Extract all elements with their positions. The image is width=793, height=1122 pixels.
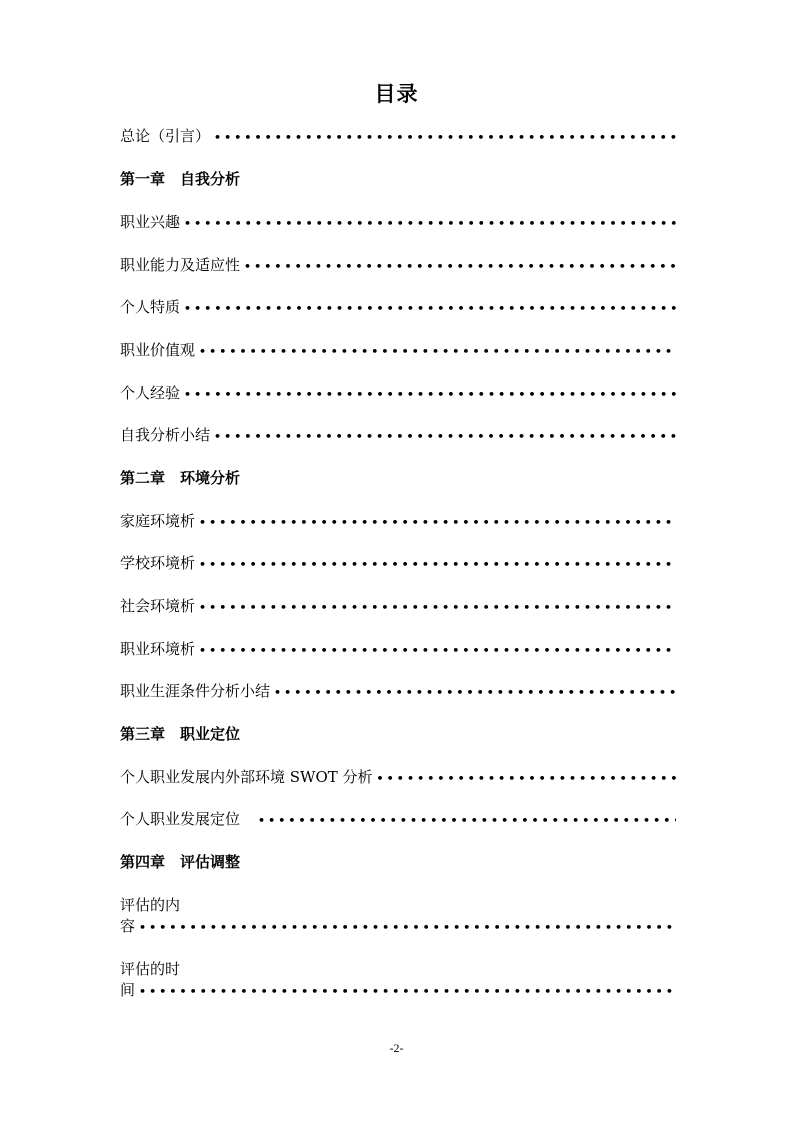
toc-entry-label: 家庭环境析	[120, 512, 196, 530]
dot-leader	[199, 598, 676, 618]
dot-leader	[258, 811, 676, 831]
toc-entry[interactable]	[120, 255, 676, 277]
dot-leader	[274, 683, 676, 703]
toc-entry-label: 总论（引言）	[120, 127, 211, 145]
dot-leader	[184, 214, 676, 234]
chapter-heading-4[interactable]: 第四章 评估调整	[120, 853, 241, 871]
chapter-heading-2[interactable]: 第二章 环境分析	[120, 469, 241, 487]
toc-entry-label-line1: 评估的时	[120, 960, 181, 978]
toc-entry[interactable]	[120, 639, 676, 661]
toc-entry-label: 个人职业发展定位	[120, 810, 241, 828]
toc-entry[interactable]	[120, 767, 676, 789]
toc-entry-label-line1: 评估的内	[120, 896, 181, 914]
toc-entry-label: 职业生涯条件分析小结	[120, 682, 271, 700]
chapter-heading-1[interactable]: 第一章 自我分析	[120, 170, 241, 188]
page-number: -2-	[389, 1041, 404, 1055]
dot-leader	[214, 427, 676, 447]
toc-entry-label: 学校环境析	[120, 554, 196, 572]
toc-entry[interactable]	[120, 959, 676, 1002]
dot-leader	[199, 555, 676, 575]
dot-leader	[199, 342, 676, 362]
toc-entry[interactable]	[120, 212, 676, 234]
toc-entry[interactable]	[120, 809, 676, 831]
dot-leader	[139, 917, 676, 938]
dot-leader	[244, 257, 676, 277]
dot-leader	[184, 385, 676, 405]
toc-entry[interactable]	[120, 596, 676, 618]
toc-entry-label: 职业能力及适应性	[120, 256, 241, 274]
toc-entry-label-line2: 间	[120, 981, 136, 999]
toc-entry[interactable]	[120, 895, 676, 938]
chapter-heading-3[interactable]: 第三章 职业定位	[120, 725, 241, 743]
toc-entry-label: 职业兴趣	[120, 213, 181, 231]
toc-entry-label: 个人特质	[120, 298, 181, 316]
dot-leader	[199, 641, 676, 661]
dot-leader	[184, 299, 676, 319]
toc-entry-label: 职业价值观	[120, 341, 196, 359]
toc-entry[interactable]	[120, 425, 676, 447]
toc-entry-label: 社会环境析	[120, 597, 196, 615]
dot-leader	[139, 981, 676, 1002]
toc-entry[interactable]	[120, 681, 676, 703]
toc-entry-label: 个人职业发展内外部环境 SWOT 分析	[120, 768, 373, 786]
toc-entry[interactable]	[120, 553, 676, 575]
dot-leader	[199, 513, 676, 533]
toc-entry-label: 个人经验	[120, 384, 181, 402]
page-title: 目录	[374, 82, 419, 106]
toc-entry[interactable]	[120, 340, 676, 362]
toc-entry[interactable]	[120, 511, 676, 533]
toc-entry-label: 自我分析小结	[120, 426, 211, 444]
toc-entry-label-line2: 容	[120, 917, 136, 935]
toc-entry-label: 职业环境析	[120, 640, 196, 658]
dot-leader	[377, 769, 676, 789]
dot-leader	[214, 128, 676, 148]
toc-entry[interactable]	[120, 383, 676, 405]
toc-entry-intro[interactable]	[120, 126, 676, 148]
toc-entry[interactable]	[120, 297, 676, 319]
